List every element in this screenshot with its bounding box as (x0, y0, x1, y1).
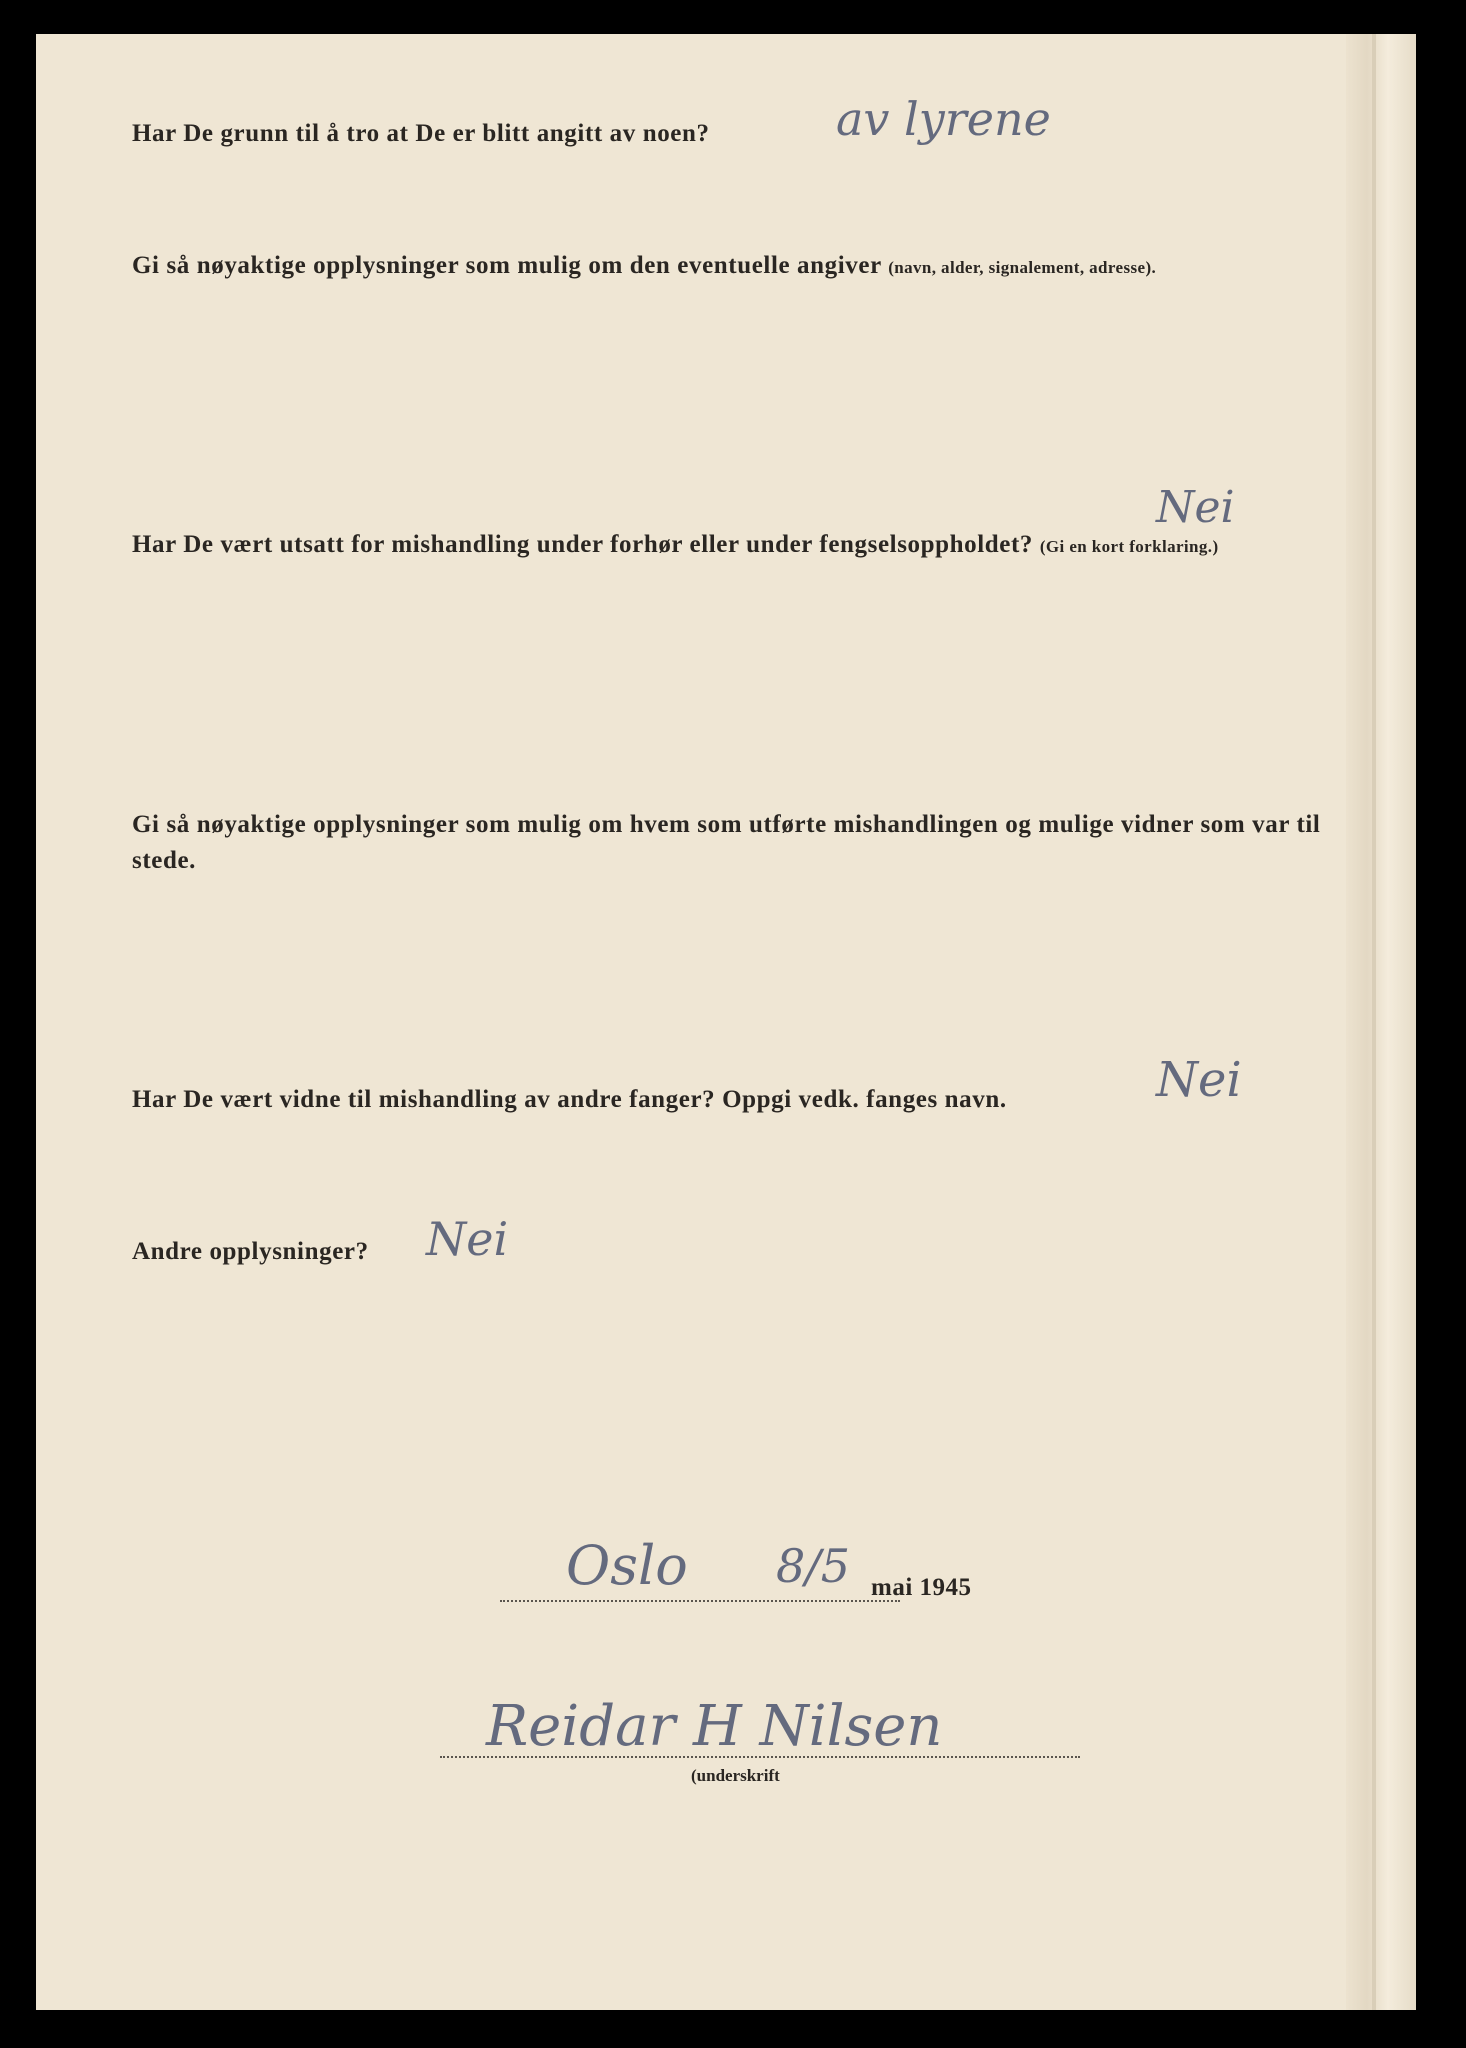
mistreatment-note: (Gi en kort forklaring.) (1039, 537, 1219, 556)
question-perpetrators: Gi så nøyaktige opplysninger som mulig om hvem som utførte mishandlingen og mulige vidner som var til stede. (132, 811, 1321, 874)
question-informer-details: Gi så nøyaktige opplysninger som mulig om den eventuelle angiver (navn, alder, signalement, adresse). (132, 252, 1157, 279)
page-fold-edge (1346, 34, 1416, 2010)
question-witness: Har De vært vidne til mishandling av andre fanger? Oppgi vedk. fanges navn. (132, 1086, 1007, 1113)
question-denounced: Har De grunn til å tro at De er blitt angitt av noen? (132, 120, 710, 147)
answer-other-info-handwritten: Nei (426, 1212, 509, 1266)
informer-details-note: (navn, alder, signalement, adresse). (888, 258, 1157, 277)
answer-denounced-handwritten: av lyrene (836, 92, 1051, 146)
question-mistreatment: Har De vært utsatt for mishandling under forhør eller under fengselsoppholdet? (Gi en kort forklaring.) (132, 531, 1219, 558)
page-fold-crease (1372, 34, 1376, 2010)
document-page (36, 34, 1416, 2010)
answer-mistreatment-handwritten: Nei (1156, 482, 1235, 533)
question-other-info: Andre opplysninger? (132, 1238, 369, 1265)
answer-witness-handwritten: Nei (1156, 1052, 1242, 1108)
date-month-year: mai 1945 (871, 1574, 972, 1601)
signature-dotted-line (440, 1756, 1080, 1758)
date-day-handwritten: 8/5 (776, 1539, 851, 1593)
date-place-handwritten: Oslo (566, 1534, 688, 1597)
signature-handwritten: Reidar H Nilsen (486, 1694, 943, 1759)
date-dotted-line (500, 1600, 900, 1602)
signature-caption: (underskrift (691, 1766, 780, 1785)
